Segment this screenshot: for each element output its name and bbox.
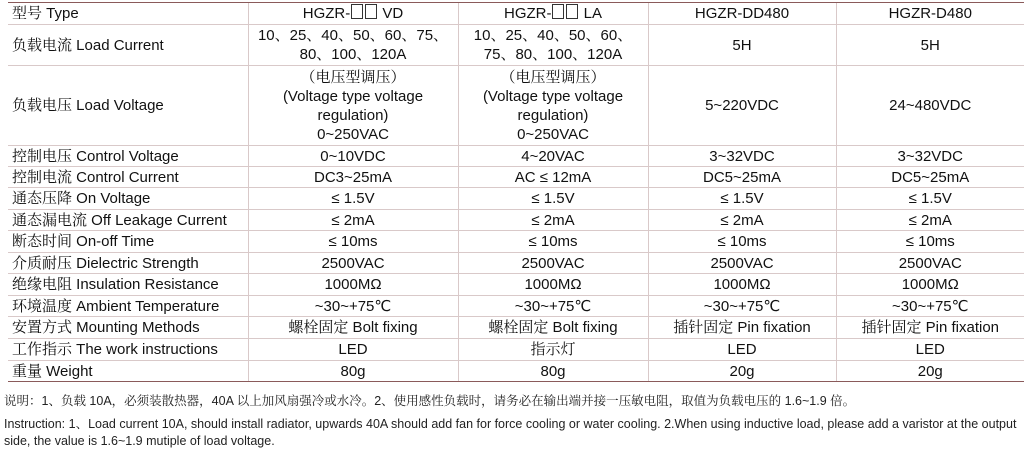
table-cell [248, 317, 458, 339]
cell-line: AC ≤ 12mA [514, 168, 592, 186]
row-label: 控制电流 Control Current [8, 167, 248, 188]
cell-line: 指示灯 [530, 341, 576, 358]
cell-line: （电压型调压） [300, 68, 406, 86]
table-cell [458, 25, 648, 66]
header-row [8, 3, 1024, 25]
cell-line: 80g [340, 362, 366, 380]
table-cell [648, 66, 836, 146]
table-row [8, 25, 1024, 66]
table-cell [648, 25, 836, 66]
cell-line: ≤ 10ms [905, 233, 955, 250]
table-cell [836, 339, 1024, 361]
cell-line: ~30~+75℃ [703, 297, 781, 315]
table-cell [836, 210, 1024, 231]
table-cell [458, 167, 648, 188]
cell-line: 0~10VDC [320, 147, 386, 165]
table-cell [458, 231, 648, 253]
cell-line: 2500VAC [321, 254, 385, 272]
table-cell [648, 339, 836, 361]
table-cell [648, 253, 836, 274]
table-row [8, 274, 1024, 296]
table-cell [458, 296, 648, 317]
table-row [8, 296, 1024, 317]
model-header [458, 3, 648, 25]
model-suffix: LA [579, 5, 602, 22]
row-label: 介质耐压 Dielectric Strength [8, 253, 248, 274]
table-cell [458, 253, 648, 274]
table-cell [836, 274, 1024, 296]
table-cell [248, 210, 458, 231]
cell-line: ≤ 1.5V [720, 190, 764, 207]
note-chinese: 说明：1、负载 10A，必须装散热器，40A 以上加风扇强冷或水冷。2、使用感性负载时，请务必在输出端并接一压敏电阻，取值为负载电压的 1.6~1.9 倍。 [4, 394, 856, 408]
cell-line: ~30~+75℃ [314, 297, 392, 315]
table-cell [836, 25, 1024, 66]
cell-line: DC5~25mA [891, 168, 970, 186]
cell-line: 0~250VAC [517, 125, 589, 143]
row-label: 通态压降 On Voltage [8, 188, 248, 210]
table-row [8, 66, 1024, 146]
table-cell [836, 296, 1024, 317]
cell-line: 10、25、40、50、60、75、 [257, 27, 449, 44]
cell-line: 2500VAC [898, 254, 962, 272]
table-cell [836, 146, 1024, 167]
model-prefix: HGZR-D480 [888, 5, 972, 22]
cell-line: ≤ 1.5V [531, 190, 575, 207]
table-cell [648, 317, 836, 339]
model-header [648, 3, 836, 25]
cell-line: 螺栓固定 Bolt fixing [488, 319, 618, 336]
table-cell [248, 253, 458, 274]
cell-line: ≤ 2mA [720, 211, 764, 229]
table-cell [648, 210, 836, 231]
table-row [8, 361, 1024, 382]
cell-line: 1000MΩ [524, 276, 582, 293]
table-cell [836, 66, 1024, 146]
cell-line: (Voltage type voltage [282, 87, 424, 105]
row-label: 断态时间 On-off Time [8, 231, 248, 253]
cell-line: ≤ 2mA [908, 211, 952, 229]
cell-line: 3~32VDC [709, 147, 775, 165]
table-cell [248, 188, 458, 210]
table-cell [458, 317, 648, 339]
cell-line: （电压型调压） [500, 68, 606, 86]
cell-line: regulation) [317, 106, 389, 124]
cell-line: 4~20VAC [521, 147, 585, 165]
cell-line: 5H [732, 36, 752, 54]
table-cell [458, 146, 648, 167]
row-label: 负载电压 Load Voltage [8, 66, 248, 146]
table-cell [248, 231, 458, 253]
cell-line: 1000MΩ [713, 276, 771, 293]
table-cell [648, 167, 836, 188]
table-cell [648, 361, 836, 382]
cell-line: ≤ 10ms [328, 233, 378, 250]
placeholder-box-icon [552, 4, 564, 19]
table-cell [248, 296, 458, 317]
table-cell [836, 317, 1024, 339]
cell-line: ≤ 2mA [531, 211, 575, 229]
cell-line: 插针固定 Pin fixation [673, 319, 811, 336]
row-label: 安置方式 Mounting Methods [8, 317, 248, 339]
cell-line: LED [915, 341, 945, 358]
cell-line: 10、25、40、50、60、 [473, 27, 633, 44]
table-cell [836, 253, 1024, 274]
cell-line: (Voltage type voltage [482, 87, 624, 105]
table-cell [458, 188, 648, 210]
cell-line: DC5~25mA [703, 168, 781, 186]
table-cell [458, 66, 648, 146]
table-cell [836, 231, 1024, 253]
placeholder-box-icon [365, 4, 377, 19]
notes [4, 393, 1022, 450]
row-label: 环境温度 Ambient Temperature [8, 296, 248, 317]
table-row [8, 339, 1024, 361]
model-header [248, 3, 458, 25]
table-cell [248, 25, 458, 66]
table-row [8, 188, 1024, 210]
row-label: 重量 Weight [8, 361, 248, 382]
cell-line: 0~250VAC [317, 125, 389, 143]
table-cell [248, 66, 458, 146]
cell-line: LED [727, 341, 757, 358]
row-label: 绝缘电阻 Insulation Resistance [8, 274, 248, 296]
cell-line: 1000MΩ [901, 276, 959, 293]
table-cell [648, 274, 836, 296]
cell-line: 5H [920, 36, 940, 54]
table-cell [458, 274, 648, 296]
table-cell [836, 167, 1024, 188]
cell-line: ≤ 1.5V [331, 190, 375, 207]
table-row [8, 317, 1024, 339]
cell-line: ≤ 10ms [528, 233, 578, 250]
table-cell [248, 146, 458, 167]
cell-line: 插针固定 Pin fixation [861, 319, 1000, 336]
table-row [8, 253, 1024, 274]
cell-line: 80g [540, 362, 566, 380]
cell-line: 1000MΩ [324, 276, 382, 293]
cell-line: regulation) [517, 106, 589, 124]
table-row [8, 210, 1024, 231]
table-cell [648, 231, 836, 253]
table-cell [836, 188, 1024, 210]
model-header [836, 3, 1024, 25]
table-cell [648, 188, 836, 210]
table-cell [648, 296, 836, 317]
table-cell [458, 339, 648, 361]
cell-line: ≤ 10ms [717, 233, 767, 250]
model-prefix: HGZR-DD480 [694, 5, 790, 22]
table-cell [248, 274, 458, 296]
cell-line: 2500VAC [710, 254, 774, 272]
cell-line: 80、100、120A [299, 46, 407, 63]
cell-line: 20g [729, 362, 755, 380]
row-label: 负载电流 Load Current [8, 25, 248, 66]
table-cell [648, 146, 836, 167]
cell-line: 20g [917, 362, 943, 380]
cell-line: 5~220VDC [705, 97, 779, 114]
cell-line: LED [338, 341, 368, 358]
model-prefix: HGZR- [302, 5, 351, 22]
note-english: Instruction: 1、Load current 10A, should install radiator, upwards 40A should add fan for force cooling or water cooling. 2.When using inductive load, please add a varistor at the output side, the value is 1.6~1.9 mutiple of load voltage. [4, 417, 1017, 448]
table-row [8, 167, 1024, 188]
table-cell [836, 361, 1024, 382]
table-cell [248, 361, 458, 382]
cell-line: 螺栓固定 Bolt fixing [288, 319, 418, 336]
model-suffix: VD [378, 5, 404, 22]
cell-line: DC3~25mA [314, 168, 392, 186]
placeholder-box-icon [566, 4, 578, 19]
header-label: 型号 Type [8, 3, 248, 25]
cell-line: 2500VAC [521, 254, 585, 272]
row-label: 工作指示 The work instructions [8, 339, 248, 361]
cell-line: ~30~+75℃ [514, 297, 592, 315]
row-label: 通态漏电流 Off Leakage Current [8, 210, 248, 231]
placeholder-box-icon [351, 4, 363, 19]
cell-line: 3~32VDC [897, 147, 963, 165]
cell-line: ≤ 1.5V [908, 190, 952, 207]
spec-table [8, 2, 1024, 382]
cell-line: ≤ 2mA [331, 211, 375, 229]
cell-line: 24~480VDC [889, 97, 972, 114]
cell-line: ~30~+75℃ [892, 297, 969, 315]
table-cell [458, 210, 648, 231]
cell-line: 75、80、100、120A [483, 46, 623, 63]
model-prefix: HGZR- [503, 5, 552, 22]
table-cell [458, 361, 648, 382]
row-label: 控制电压 Control Voltage [8, 146, 248, 167]
table-cell [248, 339, 458, 361]
table-row [8, 231, 1024, 253]
table-row [8, 146, 1024, 167]
table-cell [248, 167, 458, 188]
